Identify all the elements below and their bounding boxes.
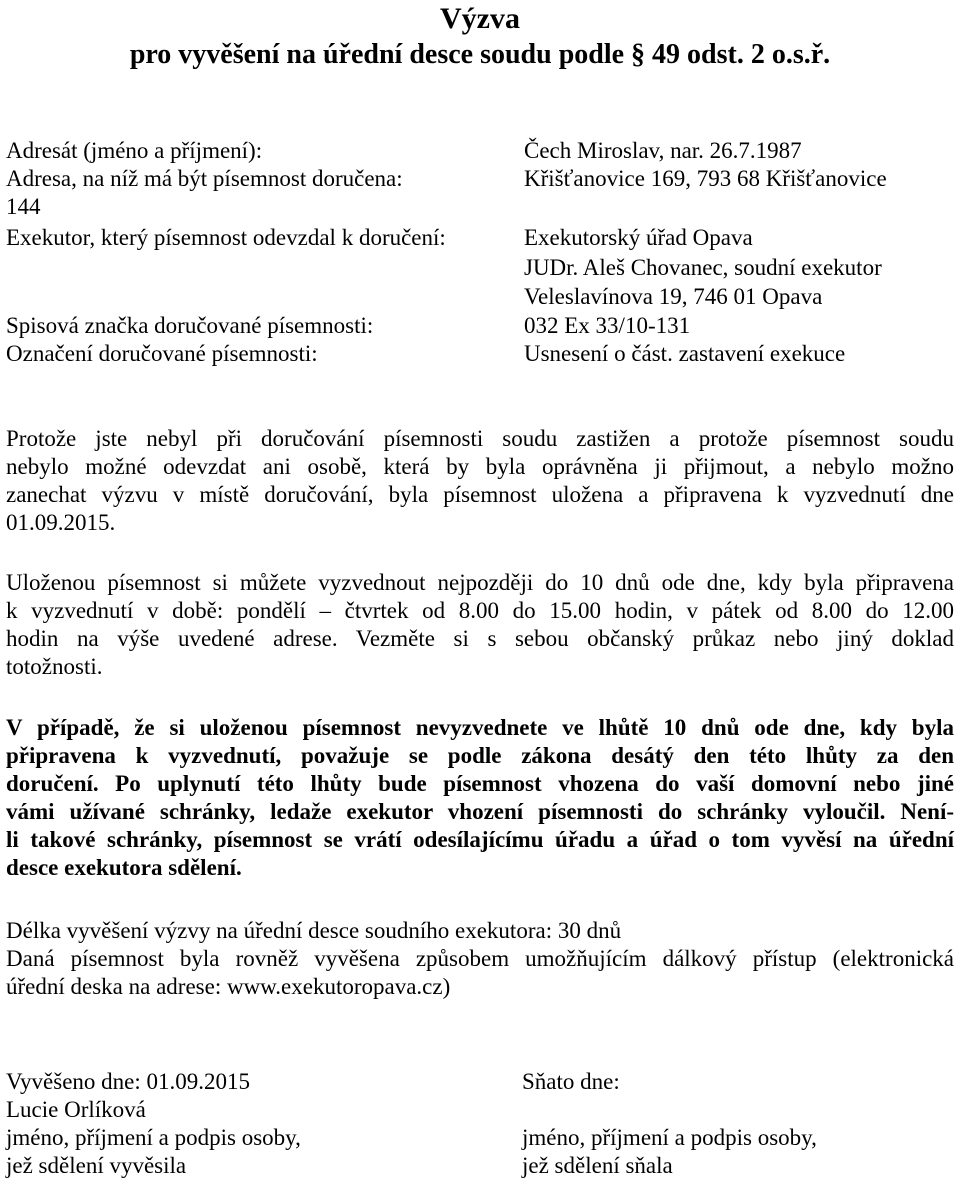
executor-label: Exekutor, který písemnost odevzdal k doručení:	[6, 225, 446, 250]
paragraph-line: Protože jste nebyl při doručování písemnosti soudu zastižen a protože písemnost soudu	[6, 426, 954, 451]
executor-address-row	[6, 283, 956, 311]
paragraph-line: totožnosti.	[6, 654, 103, 679]
executor-office: Exekutorský úřad Opava	[524, 225, 753, 250]
paragraph-line: Uloženou písemnost si můžete vyzvednout nejpozději do 10 dnů ode dne, kdy byla připravena	[6, 570, 954, 595]
executor-address: Veleslavínova 19, 746 01 Opava	[524, 284, 823, 309]
address-label: Adresa, na níž má být písemnost doručena:	[6, 166, 403, 191]
paragraph-posting	[6, 917, 954, 1001]
address-row	[6, 165, 956, 193]
paragraph-line: zanechat výzvu v místě doručování, byla písemnost uložena a připravena k vyzvednutí dne	[6, 482, 954, 507]
document-title: Výzva	[440, 2, 520, 35]
file-number-row	[6, 312, 956, 340]
file-number-value: 032 Ex 33/10-131	[524, 313, 691, 338]
paragraph-notice	[6, 425, 954, 537]
paragraph-line: úřední deska na adrese: www.exekutoropava.cz)	[6, 974, 451, 999]
paragraph-line: V případě, že si uloženou písemnost nevyzvednete ve lhůtě 10 dnů ode dne, kdy byla	[6, 715, 954, 740]
signature-caption: jméno, příjmení a podpis osoby,	[6, 1125, 301, 1150]
address-value: Křišťanovice 169, 793 68 Křišťanovice	[524, 166, 887, 191]
removed-by-name	[522, 1096, 817, 1124]
address-wrap-row	[6, 193, 956, 221]
addressee-value: Čech Miroslav, nar. 26.7.1987	[524, 138, 802, 163]
paragraph-line: vámi užívané schránky, ledaže exekutor vhození písemnosti do schránky vyloučil. Není-	[6, 799, 954, 824]
document-type-label: Označení doručované písemnosti:	[6, 341, 318, 366]
signature-left	[6, 1068, 301, 1180]
paragraph-line: připravena k vyzvednutí, považuje se podle zákona desátý den této lhůty za den	[6, 743, 954, 768]
signature-caption: jméno, příjmení a podpis osoby,	[522, 1125, 817, 1150]
addressee-label: Adresát (jméno a příjmení):	[6, 138, 263, 163]
paragraph-warning	[6, 714, 954, 882]
paragraph-line: hodin na výše uvedené adrese. Vezměte si s sebou občanský průkaz nebo jiný doklad	[6, 626, 954, 651]
executor-name-row	[6, 254, 956, 282]
posted-date: Vyvěšeno dne: 01.09.2015	[6, 1069, 251, 1094]
signature-caption: jež sdělení sňala	[522, 1153, 673, 1178]
address-wrap: 144	[6, 194, 41, 219]
signature-caption: jež sdělení vyvěsila	[6, 1153, 187, 1178]
document-type-value: Usnesení o část. zastavení exekuce	[524, 341, 846, 366]
paragraph-line: Délka vyvěšení výzvy na úřední desce soudního exekutora: 30 dnů	[6, 918, 622, 943]
signature-right	[522, 1068, 817, 1180]
paragraph-line: desce exekutora sdělení.	[6, 855, 242, 880]
paragraph-line: doručení. Po uplynutí této lhůty bude písemnost vhozena do vaší domovní nebo jiné	[6, 771, 954, 796]
removed-date: Sňato dne:	[522, 1069, 620, 1094]
paragraph-line: 01.09.2015.	[6, 510, 116, 535]
document-subtitle: pro vyvěšení na úřední desce soudu podle § 49 odst. 2 o.s.ř.	[129, 39, 831, 70]
paragraph-line: Daná písemnost byla rovněž vyvěšena způsobem umožňujícím dálkový přístup (elektronická	[6, 946, 954, 971]
executor-row	[6, 224, 956, 252]
executor-name: JUDr. Aleš Chovanec, soudní exekutor	[524, 255, 882, 280]
paragraph-line: li takové schránky, písemnost se vrátí odesílajícímu úřadu a úřad o tom vyvěsí na úřední	[6, 827, 954, 852]
paragraph-line: nebylo možné odevzdat ani osobě, která by byla oprávněna ji přijmout, a nebylo možno	[6, 454, 954, 479]
paragraph-pickup	[6, 569, 954, 681]
document-type-row	[6, 340, 956, 368]
addressee-row	[6, 137, 956, 165]
posted-by-name: Lucie Orlíková	[6, 1097, 146, 1122]
file-number-label: Spisová značka doručované písemnosti:	[6, 313, 374, 338]
paragraph-line: k vyzvednutí v době: pondělí – čtvrtek od 8.00 do 15.00 hodin, v pátek od 8.00 do 12.00	[6, 598, 954, 623]
